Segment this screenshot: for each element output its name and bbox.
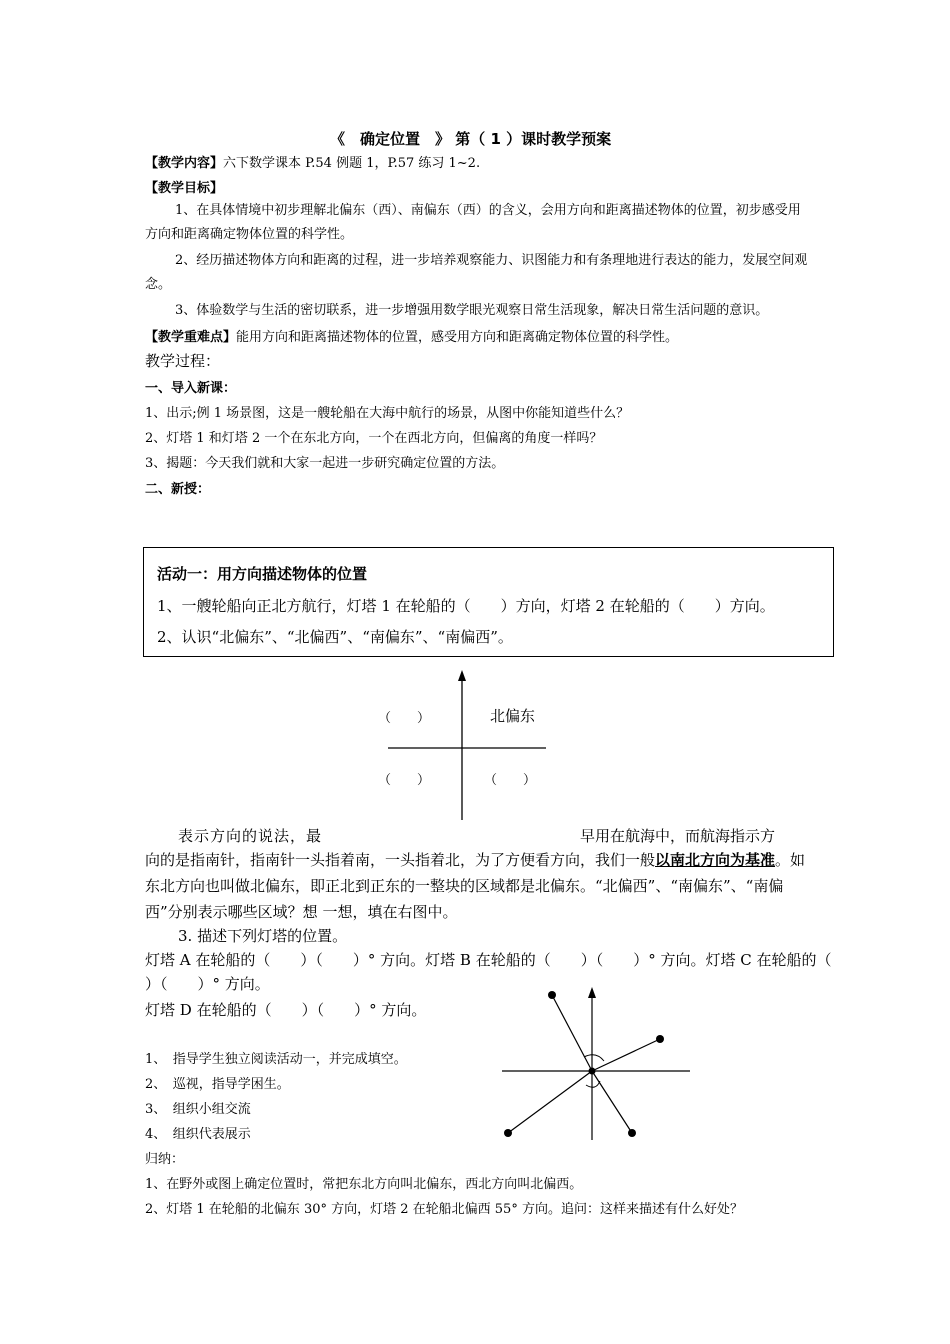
section2-heading: 二、新授： (145, 482, 211, 497)
step-1: 1、 指导学生独立阅读活动一，并完成填空。 (145, 1052, 407, 1067)
cross-top-right: 北偏东 (490, 707, 536, 725)
para1-emphasis: 以南北方向为基准 (655, 851, 776, 869)
lighthouse-d-line (592, 1071, 632, 1133)
content-label: 【教学内容】 (145, 156, 224, 171)
para1-a: 向的是指南针，指南针一头指着南，一头指着北，为了方便看方向，我们一般 (145, 851, 656, 869)
process-title: 教学过程： (145, 352, 221, 370)
cross-bottom-right: （ ） (484, 773, 537, 788)
cross-top-left: （ ） (378, 711, 431, 726)
goal-2: 2、经历描述物体方向和距离的过程，进一步培养观察能力、识图能力和有条理地进行表达的能力，发展空间观念。 (145, 253, 808, 292)
section1-item-2: 2、灯塔 1 和灯塔 2 一个在东北方向，一个在西北方向，但偏离的角度一样吗？ (145, 431, 603, 446)
q3-line-1: 灯塔 A 在轮船的（ ）（ ）° 方向。灯塔 B 在轮船的（ ）（ ）° 方向。灯塔 C 在轮船的（ (145, 951, 832, 969)
lighthouse-d-point (628, 1129, 636, 1137)
q3-line-2: ）（ ）° 方向。 (145, 975, 270, 993)
summary-item-1: 1、在野外或图上确定位置时，常把东北方向叫北偏东，西北方向叫北偏西。 (145, 1177, 583, 1192)
lighthouse-b-line (592, 1039, 660, 1071)
lighthouse-a-point (548, 991, 556, 999)
summary-item-2: 2、灯塔 1 在轮船的北偏东 30° 方向，灯塔 2 在轮船北偏西 55° 方向。追问：这样来描述有什么好处？ (145, 1202, 743, 1217)
goal-1: 1、在具体情境中初步理解北偏东（西）、南偏东（西）的含义，会用方向和距离描述物体的位置，初步感受用方向和距离确定物体位置的科学性。 (145, 203, 801, 242)
north-arrow-icon (458, 670, 466, 681)
cross-bottom-left: （ ） (378, 773, 431, 788)
para1-lead: 表示方向的说法，最 (178, 827, 323, 845)
content-text: 六下数学课本 P.54 例题 1，P.57 练习 1~2. (223, 156, 481, 171)
lighthouse-diagram (500, 985, 700, 1145)
goals-label: 【教学目标】 (145, 181, 224, 196)
lighthouse-c-point (504, 1129, 512, 1137)
page-title: 《 确定位置 》 第（ 1 ）课时教学预案 (330, 130, 612, 148)
goal-3: 3、体验数学与生活的密切联系，进一步增强用数学眼光观察日常生活现象，解决日常生活问题的意识。 (175, 303, 769, 318)
summary-label: 归纳： (145, 1152, 185, 1167)
lighthouse-a-line (552, 995, 592, 1071)
activity-line-2: 2、认识“北偏东”、“北偏西”、“南偏东”、“南偏西”。 (157, 628, 513, 646)
step-3: 3、 组织小组交流 (145, 1102, 251, 1117)
section1-item-3: 3、揭题：今天我们就和大家一起进一步研究确定位置的方法。 (145, 456, 505, 471)
step-4: 4、 组织代表展示 (145, 1127, 251, 1142)
activity-line-1: 1、一艘轮船向正北方航行，灯塔 1 在轮船的（ ）方向，灯塔 2 在轮船的（ ）方向。 (157, 597, 775, 615)
angle-arc-south (586, 1081, 600, 1087)
lighthouse-north-arrow-icon (588, 987, 596, 998)
para1-body (145, 847, 810, 925)
step-2: 2、 巡视，指导学困生。 (145, 1077, 290, 1092)
key-text: 能用方向和距离描述物体的位置，感受用方向和距离确定物体位置的科学性。 (236, 330, 679, 345)
para1-b: 。如东北方向也叫做北偏东，即正北到正东的一整块的区域都是北偏东。“北偏西”、“南偏东”、“南偏西”分别表示哪些区域？想 一想，填在右图中。 (145, 851, 806, 921)
q3-title: 3. 描述下列灯塔的位置。 (178, 927, 348, 945)
section1-heading: 一、导入新课： (145, 381, 237, 396)
lighthouse-c-line (508, 1071, 592, 1133)
section1-item-1: 1、出示;例 1 场景图，这是一艘轮船在大海中航行的场景，从图中你能知道些什么？ (145, 406, 630, 421)
ship-point (589, 1068, 596, 1075)
angle-arc-north (584, 1055, 604, 1061)
direction-cross-diagram (380, 668, 560, 828)
q3-line-3: 灯塔 D 在轮船的（ ）（ ）° 方向。 (145, 1001, 427, 1019)
content-line (145, 152, 480, 171)
para1-tail: 早用在航海中，而航海指示方 (580, 827, 776, 845)
key-label: 【教学重难点】 (145, 330, 237, 345)
lighthouse-b-point (656, 1035, 664, 1043)
activity-title: 活动一：用方向描述物体的位置 (157, 565, 368, 583)
key-line (145, 326, 678, 345)
